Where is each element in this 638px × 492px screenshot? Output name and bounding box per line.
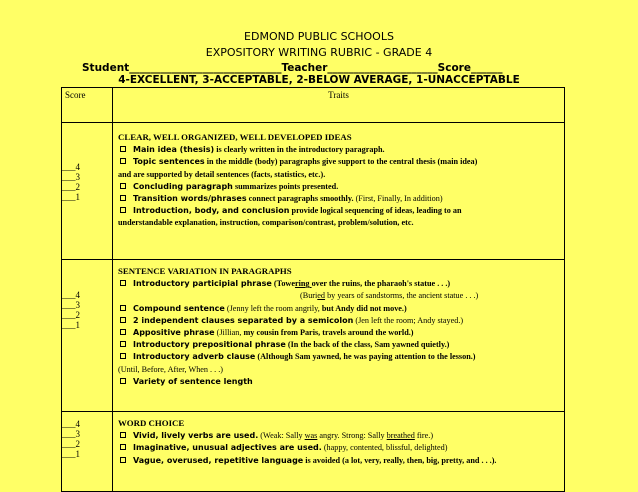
list-item-continued: understandable explanation, instruction, comparison/contrast, problem/solution, etc.	[118, 218, 414, 228]
score-scale: 4-EXCELLENT, 3-ACCEPTABLE, 2-BELOW AVERAGE, 1-UNACCEPTABLE	[118, 74, 520, 86]
traits-word-choice	[113, 412, 565, 492]
score-2[interactable]: ___2	[62, 182, 80, 192]
checkbox-icon[interactable]	[120, 280, 126, 286]
rubric-title: EXPOSITORY WRITING RUBRIC - GRADE 4	[205, 46, 433, 59]
table-header-row	[62, 88, 565, 123]
score-2[interactable]: ___2	[62, 310, 80, 320]
traits-column-header: Traits	[113, 88, 565, 123]
list-item: Topic sentences in the middle (body) paragraphs give support to the central thesis (main idea)	[118, 156, 564, 168]
score-1[interactable]: ___1	[62, 320, 80, 330]
checkbox-icon[interactable]	[120, 195, 126, 201]
checkbox-icon[interactable]	[120, 183, 126, 189]
checkbox-icon[interactable]	[120, 317, 126, 323]
table-row	[62, 123, 565, 260]
table-row	[62, 260, 565, 412]
list-item: Introductory prepositional phrase (In the back of the class, Sam yawned quietly.)	[118, 339, 564, 351]
score-4[interactable]: ___4	[62, 290, 80, 300]
score-options	[62, 123, 113, 260]
score-4[interactable]: ___4	[62, 162, 80, 172]
score-1[interactable]: ___1	[62, 192, 80, 202]
section-title: WORD CHOICE	[118, 418, 185, 428]
list-item: Concluding paragraph summarizes points presented.	[118, 181, 564, 193]
score-1[interactable]: ___1	[62, 449, 80, 459]
list-item: Introductory participial phrase (Towering over the ruins, the pharaoh's statue . . .)	[118, 278, 564, 290]
traits-organization	[113, 123, 565, 260]
checkbox-icon[interactable]	[120, 207, 126, 213]
checkbox-icon[interactable]	[120, 329, 126, 335]
section-title: SENTENCE VARIATION IN PARAGRAPHS	[118, 266, 292, 276]
list-item: Appositive phrase (Jillian, my cousin from Paris, travels around the world.)	[118, 327, 564, 339]
table-row	[62, 412, 565, 492]
checkbox-icon[interactable]	[120, 146, 126, 152]
list-item: Vague, overused, repetitive language is avoided (a lot, very, really, then, big, pretty, and . . .).	[118, 455, 564, 467]
section-title: CLEAR, WELL ORGANIZED, WELL DEVELOPED IDEAS	[118, 132, 352, 142]
score-options	[62, 260, 113, 412]
list-item: Compound sentence (Jenny left the room angrily, but Andy did not move.)	[118, 303, 564, 315]
student-line-text: Student_____________________________Teacher_____________________Score______	[82, 62, 503, 74]
list-item: Main idea (thesis) is clearly written in the introductory paragraph.	[118, 144, 564, 156]
list-item-continued: and are supported by detail sentences (facts, statistics, etc.).	[118, 169, 326, 179]
score-3[interactable]: ___3	[62, 429, 80, 439]
list-item: Transition words/phrases connect paragraphs smoothly. (First, Finally, In addition)	[118, 193, 564, 205]
checkbox-icon[interactable]	[120, 341, 126, 347]
score-4[interactable]: ___4	[62, 419, 80, 429]
checkbox-icon[interactable]	[120, 305, 126, 311]
list-item: 2 independent clauses separated by a semicolon (Jen left the room; Andy stayed.)	[118, 315, 564, 327]
list-item: Variety of sentence length	[118, 376, 564, 388]
score-2[interactable]: ___2	[62, 439, 80, 449]
list-item: Introduction, body, and conclusion provide logical sequencing of ideas, leading to an	[118, 205, 564, 217]
score-options	[62, 412, 113, 492]
checkbox-icon[interactable]	[120, 457, 126, 463]
list-item-continued: (Until, Before, After, When . . .)	[118, 364, 224, 374]
rubric-table	[61, 87, 565, 492]
score-column-header: Score	[62, 88, 113, 123]
traits-sentence-variation	[113, 260, 565, 412]
list-item: Imaginative, unusual adjectives are used. (happy, contented, blissful, delighted)	[118, 442, 564, 454]
checkbox-icon[interactable]	[120, 432, 126, 438]
checkbox-icon[interactable]	[120, 158, 126, 164]
checkbox-icon[interactable]	[120, 353, 126, 359]
score-3[interactable]: ___3	[62, 300, 80, 310]
list-item-continued: (Buried by years of sandstorms, the ancient statue . . .)	[300, 291, 479, 301]
school-name: EDMOND PUBLIC SCHOOLS	[244, 30, 394, 43]
list-item: Introductory adverb clause (Although Sam yawned, he was paying attention to the lesson.)	[118, 351, 564, 363]
checkbox-icon[interactable]	[120, 444, 126, 450]
score-3[interactable]: ___3	[62, 172, 80, 182]
list-item: Vivid, lively verbs are used. (Weak: Sally was angry. Strong: Sally breathed fire.)	[118, 430, 564, 442]
checkbox-icon[interactable]	[120, 378, 126, 384]
